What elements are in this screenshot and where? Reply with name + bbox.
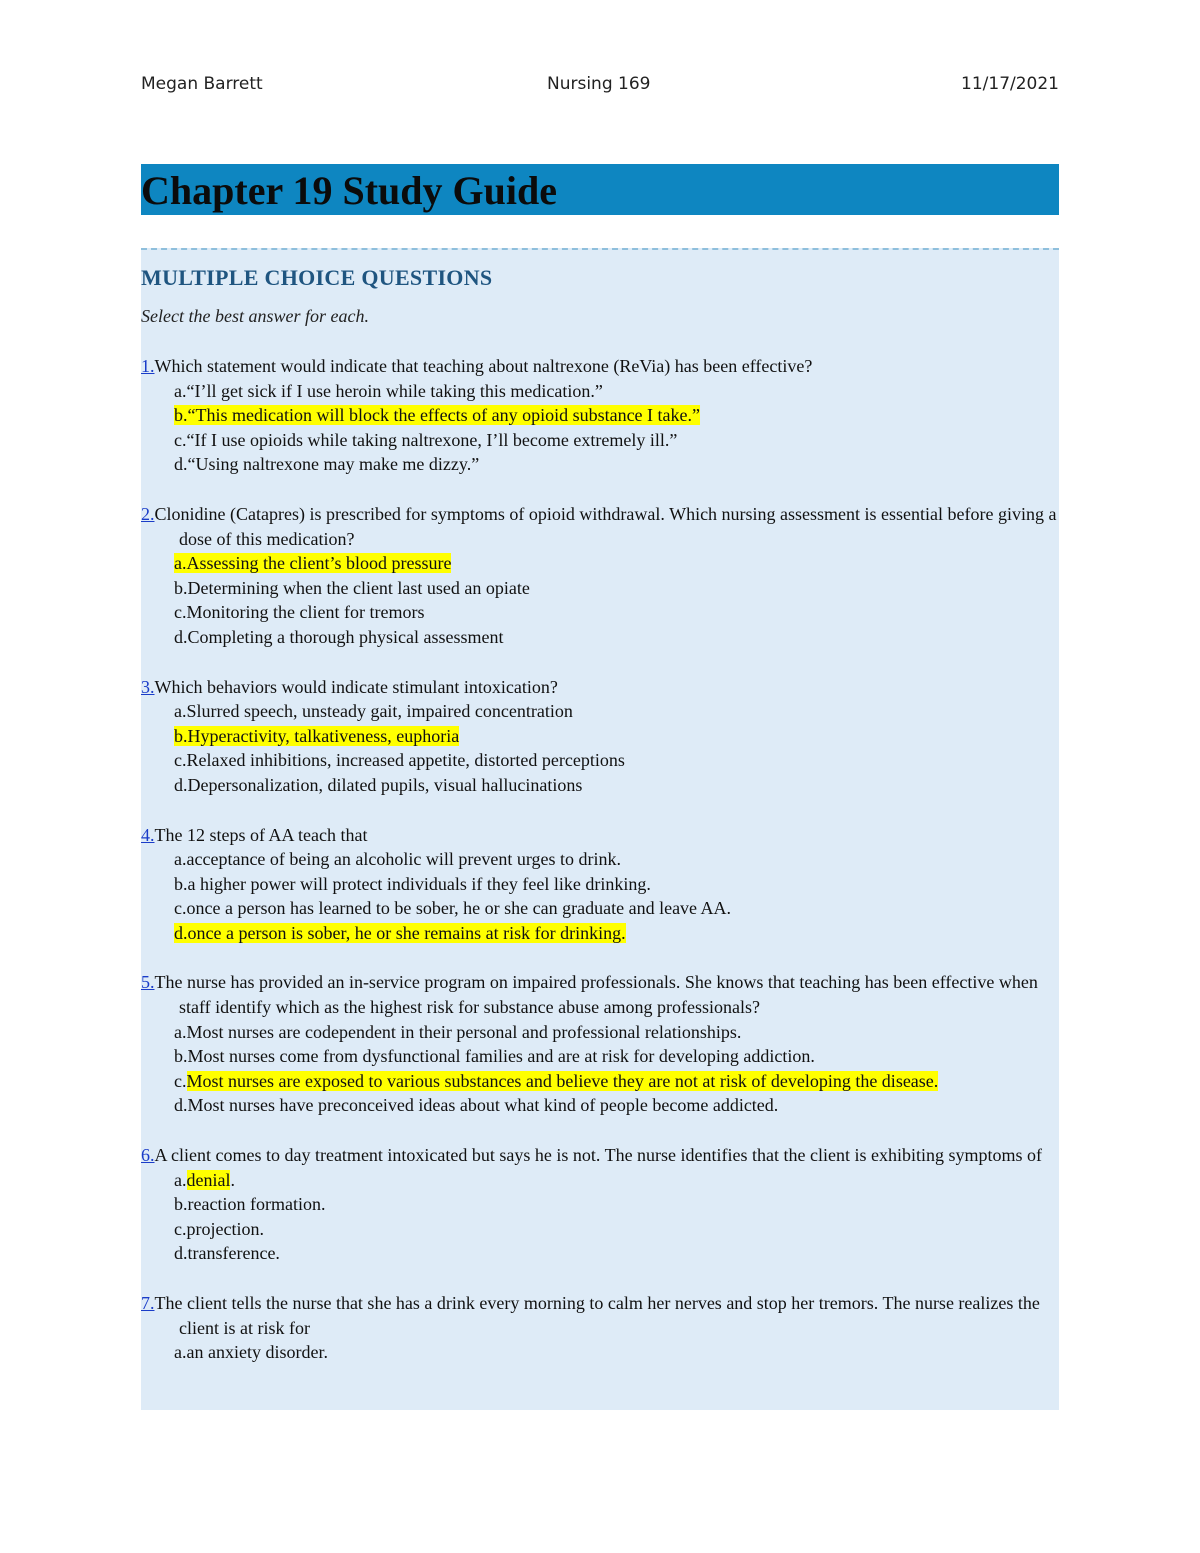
question-7 (141, 1291, 1059, 1365)
option-letter: a. (174, 1169, 187, 1190)
answer-option-correct (141, 921, 1059, 946)
header-date: 11/17/2021 (961, 74, 1059, 94)
option-letter: a. (174, 849, 187, 870)
answer-option (141, 1340, 1059, 1365)
author-name: Megan Barrett (141, 74, 263, 94)
option-text: Monitoring the client for tremors (186, 602, 425, 623)
option-letter: b. (174, 405, 188, 426)
answer-option (141, 576, 1059, 601)
answer-options (141, 847, 1059, 945)
option-letter: d. (174, 1095, 188, 1116)
section-instructions: Select the best answer for each. (141, 306, 369, 326)
answer-option-correct (141, 403, 1059, 428)
question-stem (141, 675, 1059, 700)
option-text: projection. (186, 1218, 264, 1239)
answer-option (141, 1241, 1059, 1266)
answer-option-correct (141, 724, 1059, 749)
answer-options (141, 1020, 1059, 1118)
option-text: “If I use opioids while taking naltrexone, I’ll become extremely ill.” (186, 429, 678, 450)
answer-option (141, 1020, 1059, 1045)
option-text: Completing a thorough physical assessment (187, 626, 504, 647)
option-letter: c. (174, 429, 187, 450)
course-name: Nursing 169 (547, 74, 651, 94)
option-text: Most nurses come from dysfunctional families and are at risk for developing addiction. (187, 1046, 815, 1067)
answer-option (141, 1093, 1059, 1118)
question-number-link[interactable]: 2. (141, 503, 155, 524)
answer-option (141, 1217, 1059, 1242)
question-text: Clonidine (Catapres) is prescribed for symptoms of opioid withdrawal. Which nursing assessment is essential before giving a dose of this medication? (154, 503, 1057, 549)
option-text-highlighted: Most nurses are exposed to various substances and believe they are not at risk of developing the disease. (186, 1070, 939, 1091)
question-number-link[interactable]: 5. (141, 972, 155, 993)
answer-option (141, 1044, 1059, 1069)
question-stem (141, 502, 1059, 551)
question-number-link[interactable]: 7. (141, 1293, 155, 1313)
question-text: The nurse has provided an in-service program on impaired professionals. She knows that teaching has been effective when staff identify which as the highest risk for substance abuse among professionals? (154, 972, 1038, 1018)
option-text: acceptance of being an alcoholic will prevent urges to drink. (186, 849, 622, 870)
question-number-link[interactable]: 3. (141, 676, 155, 697)
question-2 (141, 502, 1059, 650)
answer-option (141, 896, 1059, 921)
option-text: Most nurses are codependent in their personal and professional relationships. (186, 1021, 742, 1042)
answer-options (141, 551, 1059, 649)
question-stem (141, 1291, 1059, 1340)
option-text-highlighted: Hyperactivity, talkativeness, euphoria (187, 725, 460, 746)
section-heading: MULTIPLE CHOICE QUESTIONS (141, 265, 493, 290)
question-5 (141, 970, 1059, 1118)
option-text-highlighted: Assessing the client’s blood pressure (186, 553, 452, 574)
option-letter: d. (174, 774, 188, 795)
answer-option-correct (141, 551, 1059, 576)
option-text: once a person has learned to be sober, he or she can graduate and leave AA. (186, 898, 732, 919)
document-title: Chapter 19 Study Guide (141, 168, 558, 213)
answer-option (141, 625, 1059, 650)
option-letter: a. (174, 1342, 187, 1363)
question-text: The client tells the nurse that she has a drink every morning to calm her nerves and stop her tremors. The nurse realizes the client is at risk for (154, 1293, 1040, 1338)
option-letter: a. (174, 701, 187, 722)
answer-options (141, 1340, 1059, 1365)
option-text-highlighted: “This medication will block the effects of any opioid substance I take.” (187, 405, 701, 426)
answer-options (141, 699, 1059, 797)
answer-option (141, 872, 1059, 897)
page-header (141, 74, 1059, 98)
multiple-choice-section (141, 248, 1059, 1410)
option-letter: d. (174, 922, 188, 943)
question-stem (141, 823, 1059, 848)
option-text-highlighted: once a person is sober, he or she remains at risk for drinking. (187, 922, 626, 943)
option-text: Determining when the client last used an opiate (187, 577, 530, 598)
option-letter: c. (174, 898, 187, 919)
question-text: The 12 steps of AA teach that (154, 824, 368, 845)
answer-option (141, 748, 1059, 773)
question-1 (141, 354, 1059, 477)
option-letter: b. (174, 1046, 188, 1067)
option-text: Slurred speech, unsteady gait, impaired concentration (186, 701, 573, 722)
question-6 (141, 1143, 1059, 1266)
question-text: A client comes to day treatment intoxicated but says he is not. The nurse identifies that the client is exhibiting symptoms of (154, 1145, 1042, 1166)
question-stem (141, 354, 1059, 379)
option-text: Relaxed inhibitions, increased appetite, distorted perceptions (186, 750, 625, 771)
answer-option (141, 600, 1059, 625)
answer-options (141, 1168, 1059, 1266)
answer-options (141, 379, 1059, 477)
option-text: Most nurses have preconceived ideas about what kind of people become addicted. (187, 1095, 779, 1116)
question-stem (141, 970, 1059, 1019)
option-text: transference. (187, 1243, 280, 1264)
answer-option (141, 428, 1059, 453)
option-letter: c. (174, 750, 187, 771)
option-letter: b. (174, 1194, 188, 1215)
option-letter: c. (174, 1218, 187, 1239)
answer-option-correct: a.denial. (174, 1169, 235, 1190)
question-number-link[interactable]: 1. (141, 356, 155, 376)
option-letter: a. (174, 1021, 187, 1042)
question-number-link[interactable]: 6. (141, 1145, 155, 1166)
answer-option (141, 699, 1059, 724)
option-text: Depersonalization, dilated pupils, visual hallucinations (187, 774, 583, 795)
option-text: a higher power will protect individuals if they feel like drinking. (187, 873, 651, 894)
option-text: reaction formation. (187, 1194, 326, 1215)
option-letter: c. (174, 1070, 187, 1091)
question-text: Which behaviors would indicate stimulant intoxication? (154, 676, 558, 697)
option-text: “I’ll get sick if I use heroin while taking this medication.” (186, 380, 603, 401)
question-4 (141, 823, 1059, 946)
answer-option-correct (141, 1069, 1059, 1094)
option-letter: b. (174, 873, 188, 894)
question-3 (141, 675, 1059, 798)
answer-option (141, 379, 1059, 404)
option-letter: c. (174, 602, 187, 623)
option-letter: a. (174, 553, 187, 574)
question-stem (141, 1143, 1059, 1168)
option-letter: b. (174, 725, 188, 746)
option-text: an anxiety disorder. (186, 1342, 328, 1363)
option-letter: d. (174, 626, 188, 647)
option-letter: b. (174, 577, 188, 598)
answer-option (141, 452, 1059, 477)
option-text: “Using naltrexone may make me dizzy.” (187, 454, 480, 475)
question-list (141, 354, 1059, 1390)
option-letter: d. (174, 454, 188, 475)
option-text-highlighted: denial (186, 1169, 231, 1190)
option-letter: a. (174, 380, 187, 401)
answer-option (141, 773, 1059, 798)
answer-option (141, 1192, 1059, 1217)
question-number-link[interactable]: 4. (141, 824, 155, 845)
option-letter: d. (174, 1243, 188, 1264)
answer-option (141, 847, 1059, 872)
question-text: Which statement would indicate that teaching about naltrexone (ReVia) has been effective? (154, 356, 813, 376)
title-bar (141, 164, 1059, 215)
